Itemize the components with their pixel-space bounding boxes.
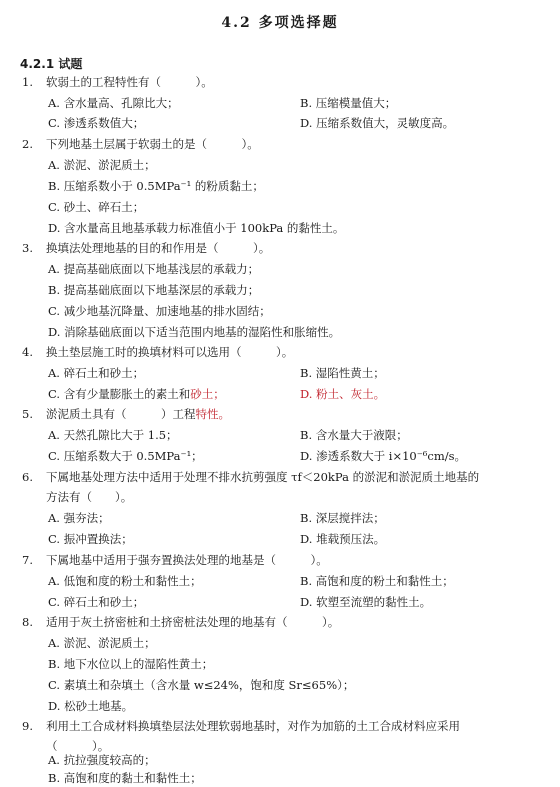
q8-option-d: D. 松砂土地基。	[48, 699, 134, 713]
q4-stem: 换土垫层施工时的换填材料可以选用（ ）。	[46, 345, 294, 359]
q4-option-b: B. 湿陷性黄土；	[300, 366, 385, 380]
q6-option-b: B. 深层搅拌法；	[300, 511, 385, 525]
chapter-heading: 4.2 多项选择题	[221, 15, 339, 31]
q8-option-a: A. 淤泥、淤泥质土；	[48, 636, 156, 650]
q2-option-c: C. 砂土、碎石土；	[48, 200, 145, 214]
q5-option-d: D. 渗透系数大于 i×10⁻⁶cm/s。	[300, 449, 467, 463]
q1-option-a: A. 含水量高、孔隙比大；	[48, 96, 179, 110]
q2-option-a: A. 淤泥、淤泥质土；	[48, 158, 156, 172]
q1-number: 1.	[22, 75, 33, 89]
q7-option-b: B. 高饱和度的粉土和黏性土；	[300, 574, 454, 588]
q8-stem: 适用于灰土挤密桩和土挤密桩法处理的地基有（ ）。	[46, 615, 340, 629]
q9-number: 9.	[22, 719, 33, 733]
q8-number: 8.	[22, 615, 33, 629]
q5-option-a: A. 天然孔隙比大于 1.5；	[48, 428, 178, 442]
q4-option-c-text: C. 含有少量膨胀土的素土和	[48, 387, 191, 401]
q4-option-c	[48, 386, 225, 402]
q7-option-d: D. 软塑至流塑的黏性土。	[300, 595, 432, 609]
q2-option-d: D. 含水量高且地基承载力标准值小于 100kPa 的黏性土。	[48, 221, 345, 235]
q4-option-a: A. 碎石土和砂土；	[48, 366, 145, 380]
q6-option-c: C. 振冲置换法；	[48, 532, 133, 546]
q4-option-d: D. 粉土、灰土。	[300, 387, 386, 401]
q5-stem	[46, 406, 230, 422]
q9-option-a: A. 抗拉强度较高的；	[48, 753, 156, 767]
q6-number: 6.	[22, 470, 33, 484]
q2-stem: 下列地基土层属于软弱土的是（ ）。	[46, 137, 259, 151]
q5-number: 5.	[22, 407, 33, 421]
q3-stem: 换填法处理地基的目的和作用是（ ）。	[46, 241, 271, 255]
q1-option-c: C. 渗透系数值大；	[48, 116, 145, 130]
q3-option-b: B. 提高基础底面以下地基深层的承载力；	[48, 283, 260, 297]
q3-option-c: C. 减少地基沉降量、加速地基的排水固结；	[48, 304, 271, 318]
q6-option-d: D. 堆载预压法。	[300, 532, 386, 546]
q1-stem: 软弱土的工程特性有（ ）。	[46, 75, 213, 89]
q5-option-b: B. 含水量大于液限；	[300, 428, 408, 442]
q1-option-d: D. 压缩系数值大，灵敏度高。	[300, 116, 455, 130]
q3-number: 3.	[22, 241, 33, 255]
q7-option-c: C. 碎石土和砂土；	[48, 595, 145, 609]
q5-option-c: C. 压缩系数大于 0.5MPa⁻¹；	[48, 449, 203, 463]
q9-stem-line2: （ ）。	[46, 739, 110, 753]
q3-option-a: A. 提高基础底面以下地基浅层的承载力；	[48, 262, 260, 276]
q9-option-b: B. 高饱和度的黏土和黏性土；	[48, 771, 202, 785]
q6-stem-line1: 下属地基处理方法中适用于处理不排水抗剪强度 τf＜20kPa 的淤泥和淤泥质土地基的	[46, 470, 480, 484]
section-heading: 4.2.1 试题	[20, 57, 83, 71]
q4-number: 4.	[22, 345, 33, 359]
q3-option-d: D. 消除基础底面以下适当范围内地基的湿陷性和胀缩性。	[48, 325, 341, 339]
q7-number: 7.	[22, 553, 33, 567]
q5-stem-text: 淤泥质土具有（ ）工程	[46, 407, 196, 421]
q6-stem-line2: 方法有（ ）。	[46, 490, 133, 504]
q6-option-a: A. 强夯法；	[48, 511, 110, 525]
q8-option-c: C. 素填土和杂填土（含水量 w≤24%，饱和度 Sr≤65%）；	[48, 678, 355, 692]
q2-number: 2.	[22, 137, 33, 151]
q9-stem-line1: 利用土工合成材料换填垫层法处理软弱地基时，对作为加筋的土工合成材料应采用	[46, 719, 460, 733]
q8-option-b: B. 地下水位以上的湿陷性黄土；	[48, 657, 214, 671]
q5-stem-red-text: 特性。	[195, 407, 230, 421]
q4-option-c-red-text: 砂土；	[190, 387, 225, 401]
q1-option-b: B. 压缩模量值大；	[300, 96, 397, 110]
q7-stem: 下属地基中适用于强夯置换法处理的地基是（ ）。	[46, 553, 328, 567]
q2-option-b: B. 压缩系数小于 0.5MPa⁻¹ 的粉质黏土；	[48, 179, 264, 193]
q7-option-a: A. 低饱和度的粉土和黏性土；	[48, 574, 202, 588]
